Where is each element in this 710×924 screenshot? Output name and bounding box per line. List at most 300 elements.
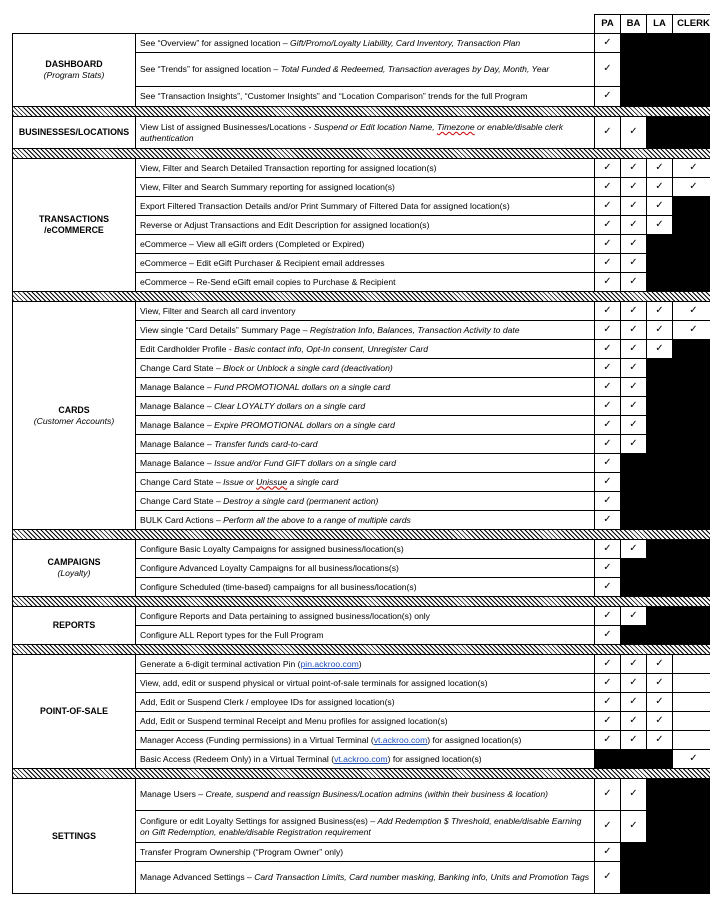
section-separator: [13, 645, 710, 655]
blocked-ba: [621, 34, 647, 53]
category-subtitle: (Customer Accounts): [33, 415, 115, 426]
check-pa: ✓: [595, 416, 621, 435]
permission-description: [136, 655, 595, 674]
blocked-clerk: [673, 416, 710, 435]
blocked-clerk: [673, 811, 710, 843]
permission-description: [136, 235, 595, 254]
blocked-la: [647, 435, 673, 454]
category-name: TRANSACTIONS: [39, 214, 109, 225]
category-cell-reports: [13, 607, 136, 645]
check-pa: ✓: [595, 693, 621, 712]
desc-detail: Suspend or Edit location Name,: [313, 121, 437, 132]
check-la: ✓: [647, 216, 673, 235]
check-ba: ✓: [621, 674, 647, 693]
desc-text: ) for assigned location(s): [387, 753, 482, 764]
check-la: ✓: [647, 693, 673, 712]
desc-text: eCommerce – Edit eGift Purchaser & Recipient email addresses: [140, 257, 385, 268]
check-la: ✓: [647, 178, 673, 197]
check-pa: ✓: [595, 378, 621, 397]
check-pa: ✓: [595, 674, 621, 693]
blocked-clerk: [673, 862, 710, 894]
desc-text: Configure Basic Loyalty Campaigns for assigned business/location(s): [140, 543, 404, 554]
desc-text: View, Filter and Search all card inventory: [140, 305, 296, 316]
blocked-clerk: [673, 779, 710, 811]
blocked-ba: [621, 862, 647, 894]
check-pa: ✓: [595, 321, 621, 340]
hatched-divider: [13, 107, 710, 117]
desc-detail: Unissue: [256, 476, 288, 487]
permission-description: [136, 416, 595, 435]
desc-text: ) for assigned location(s): [427, 734, 522, 745]
permission-description: [136, 359, 595, 378]
category-name: CAMPAIGNS: [47, 557, 101, 568]
desc-detail: Basic contact info, Opt-In consent, Unregister Card: [234, 343, 429, 354]
permission-description: [136, 693, 595, 712]
blocked-clerk: [673, 492, 710, 511]
desc-text: Manage Balance –: [140, 400, 215, 411]
permission-description: [136, 862, 595, 894]
empty-clerk: [673, 693, 710, 712]
blocked-ba: [621, 559, 647, 578]
blocked-la: [647, 454, 673, 473]
blocked-clerk: [673, 511, 710, 530]
blocked-clerk: [673, 340, 710, 359]
check-clerk: ✓: [673, 159, 710, 178]
permission-description: [136, 321, 595, 340]
column-header-ba: BA: [621, 15, 647, 34]
check-pa: ✓: [595, 473, 621, 492]
desc-text: Configure Scheduled (time-based) campaigns for all business/location(s): [140, 581, 417, 592]
permission-description: [136, 87, 595, 107]
desc-detail: Transfer funds card-to-card: [214, 438, 318, 449]
check-pa: ✓: [595, 712, 621, 731]
desc-text: Configure or edit Loyalty Settings for assigned Business(es) –: [140, 815, 378, 826]
permission-description: [136, 712, 595, 731]
check-la: ✓: [647, 340, 673, 359]
column-header-pa: PA: [595, 15, 621, 34]
blocked-clerk: [673, 273, 710, 292]
check-clerk: ✓: [673, 321, 710, 340]
category-cell-businesses: [13, 117, 136, 149]
check-pa: ✓: [595, 273, 621, 292]
blocked-clerk: [673, 473, 710, 492]
blocked-la: [647, 492, 673, 511]
category-name: DASHBOARD: [45, 59, 103, 70]
blocked-la: [647, 273, 673, 292]
blocked-ba: [621, 750, 647, 769]
desc-detail: Create, suspend and reassign Business/Location admins (within their business & location): [205, 789, 548, 800]
blocked-la: [647, 378, 673, 397]
category-cell-pos: [13, 655, 136, 769]
empty-clerk: [673, 655, 710, 674]
blocked-clerk: [673, 540, 710, 559]
desc-text: eCommerce – Re-Send eGift email copies to Purchase & Recipient: [140, 276, 396, 287]
column-header-clerk: CLERK: [673, 15, 710, 34]
desc-text: Edit Cardholder Profile -: [140, 343, 235, 354]
desc-text: View single “Card Details” Summary Page –: [140, 324, 310, 335]
blocked-clerk: [673, 559, 710, 578]
check-pa: ✓: [595, 511, 621, 530]
permission-description: [136, 117, 595, 149]
permissions-matrix: [12, 14, 710, 894]
permission-description: [136, 578, 595, 597]
desc-text: View, Filter and Search Detailed Transaction reporting for assigned location(s): [140, 162, 437, 173]
blocked-la: [647, 87, 673, 107]
permission-description: [136, 779, 595, 811]
desc-detail: Block or Unblock a single card (deactivation): [223, 362, 393, 373]
permission-row: [13, 117, 710, 149]
blocked-clerk: [673, 435, 710, 454]
check-la: ✓: [647, 731, 673, 750]
blocked-la: [647, 53, 673, 87]
blocked-ba: [621, 843, 647, 862]
blocked-ba: [621, 511, 647, 530]
check-la: ✓: [647, 197, 673, 216]
blocked-ba: [621, 53, 647, 87]
blocked-la: [647, 34, 673, 53]
permission-description: [136, 473, 595, 492]
permission-row: [13, 607, 710, 626]
check-pa: ✓: [595, 34, 621, 53]
desc-text: Change Card State –: [140, 362, 224, 373]
blocked-la: [647, 235, 673, 254]
check-ba: ✓: [621, 435, 647, 454]
blocked-clerk: [673, 359, 710, 378]
check-ba: ✓: [621, 235, 647, 254]
permission-description: [136, 843, 595, 862]
desc-text: Change Card State –: [140, 495, 224, 506]
check-pa: ✓: [595, 197, 621, 216]
desc-text: eCommerce – View all eGift orders (Completed or Expired): [140, 238, 365, 249]
permission-description: [136, 626, 595, 645]
check-ba: ✓: [621, 159, 647, 178]
blocked-clerk: [673, 397, 710, 416]
hatched-divider: [13, 149, 710, 159]
permission-description: [136, 34, 595, 53]
blocked-clerk: [673, 117, 710, 149]
check-ba: ✓: [621, 216, 647, 235]
blocked-ba: [621, 492, 647, 511]
permission-description: [136, 302, 595, 321]
category-cell-settings: [13, 779, 136, 894]
permission-description: [136, 674, 595, 693]
check-pa: ✓: [595, 731, 621, 750]
category-cell-campaigns: [13, 540, 136, 597]
blocked-la: [647, 862, 673, 894]
blocked-clerk: [673, 53, 710, 87]
blocked-la: [647, 117, 673, 149]
check-ba: ✓: [621, 779, 647, 811]
check-ba: ✓: [621, 731, 647, 750]
desc-detail: Fund PROMOTIONAL dollars on a single card: [214, 381, 391, 392]
category-name: BUSINESSES/LOCATIONS: [18, 127, 130, 137]
link[interactable]: vt.ackroo.com: [334, 753, 388, 764]
check-ba: ✓: [621, 273, 647, 292]
category-name: CARDS: [58, 404, 90, 415]
permission-description: [136, 454, 595, 473]
blocked-clerk: [673, 626, 710, 645]
category-cell-transactions: [13, 159, 136, 292]
check-pa: ✓: [595, 492, 621, 511]
desc-text: Manage Balance –: [140, 438, 215, 449]
check-ba: ✓: [621, 397, 647, 416]
desc-detail: Issue and/or Fund GIFT dollars on a single card: [214, 457, 397, 468]
check-pa: ✓: [595, 862, 621, 894]
desc-text: See “Transaction Insights”, “Customer Insights” and “Location Comparison” trends for the full Program: [140, 91, 528, 102]
header-blank: [136, 15, 595, 34]
check-ba: ✓: [621, 197, 647, 216]
check-pa: ✓: [595, 53, 621, 87]
empty-clerk: [673, 712, 710, 731]
check-ba: ✓: [621, 359, 647, 378]
blocked-ba: [621, 578, 647, 597]
check-ba: ✓: [621, 254, 647, 273]
permission-description: [136, 254, 595, 273]
hatched-divider: [13, 645, 710, 655]
check-ba: ✓: [621, 416, 647, 435]
blocked-la: [647, 750, 673, 769]
check-ba: ✓: [621, 378, 647, 397]
blocked-la: [647, 843, 673, 862]
blocked-la: [647, 607, 673, 626]
category-subtitle: (Loyalty): [57, 568, 91, 579]
check-la: ✓: [647, 712, 673, 731]
blocked-la: [647, 779, 673, 811]
check-pa: ✓: [595, 607, 621, 626]
permission-description: [136, 178, 595, 197]
blocked-clerk: [673, 197, 710, 216]
desc-text: Configure Reports and Data pertaining to assigned business/location(s) only: [140, 610, 430, 621]
blocked-la: [647, 511, 673, 530]
blocked-clerk: [673, 843, 710, 862]
check-pa: ✓: [595, 159, 621, 178]
desc-detail: a single card: [287, 476, 339, 487]
check-pa: ✓: [595, 397, 621, 416]
category-subtitle: (Program Stats): [43, 70, 105, 81]
permissions-table: [12, 14, 710, 894]
blocked-ba: [621, 454, 647, 473]
blocked-la: [647, 578, 673, 597]
blocked-pa: [595, 750, 621, 769]
blocked-la: [647, 416, 673, 435]
desc-text: Configure ALL Report types for the Full Program: [140, 629, 324, 640]
blocked-clerk: [673, 87, 710, 107]
desc-detail: Add Redemption $ Threshold, enable/disable Earning on Gift Redemption, enable/disable Registration requirement: [140, 815, 582, 837]
check-pa: ✓: [595, 235, 621, 254]
desc-text: View List of assigned Businesses/Locations -: [140, 121, 314, 132]
check-la: ✓: [647, 302, 673, 321]
check-pa: ✓: [595, 216, 621, 235]
desc-text: Export Filtered Transaction Details and/or Print Summary of Filtered Data for assigned location(s): [140, 200, 510, 211]
header-blank: [13, 15, 136, 34]
check-pa: ✓: [595, 117, 621, 149]
desc-text: Manage Balance –: [140, 457, 215, 468]
desc-text: Add, Edit or Suspend Clerk / employee IDs for assigned location(s): [140, 696, 395, 707]
desc-text: Manager Access (Funding permissions) in a Virtual Terminal (: [140, 734, 374, 745]
check-ba: ✓: [621, 712, 647, 731]
check-ba: ✓: [621, 340, 647, 359]
permission-description: [136, 435, 595, 454]
category-name: SETTINGS: [52, 830, 96, 841]
check-pa: ✓: [595, 540, 621, 559]
check-pa: ✓: [595, 626, 621, 645]
blocked-clerk: [673, 34, 710, 53]
permission-description: [136, 216, 595, 235]
desc-detail: Timezone: [436, 121, 475, 132]
check-pa: ✓: [595, 435, 621, 454]
desc-detail: Card Transaction Limits, Card number masking, Banking info, Units and Promotion Tags: [254, 872, 590, 883]
check-ba: ✓: [621, 321, 647, 340]
blocked-la: [647, 626, 673, 645]
check-ba: ✓: [621, 540, 647, 559]
link[interactable]: pin.ackroo.com: [300, 658, 359, 669]
hatched-divider: [13, 597, 710, 607]
desc-text: See “Overview” for assigned location –: [140, 37, 290, 48]
desc-text: View, Filter and Search Summary reporting for assigned location(s): [140, 181, 395, 192]
check-pa: ✓: [595, 578, 621, 597]
permission-description: [136, 811, 595, 843]
permission-row: [13, 779, 710, 811]
check-ba: ✓: [621, 117, 647, 149]
blocked-la: [647, 397, 673, 416]
check-pa: ✓: [595, 302, 621, 321]
category-cell-dashboard: [13, 34, 136, 107]
blocked-la: [647, 359, 673, 378]
check-pa: ✓: [595, 559, 621, 578]
desc-text: Manage Advanced Settings –: [140, 872, 255, 883]
check-pa: ✓: [595, 359, 621, 378]
permission-description: [136, 511, 595, 530]
section-separator: [13, 292, 710, 302]
check-pa: ✓: [595, 87, 621, 107]
section-separator: [13, 597, 710, 607]
category-name: REPORTS: [52, 620, 96, 630]
permission-description: [136, 559, 595, 578]
check-ba: ✓: [621, 693, 647, 712]
blocked-clerk: [673, 235, 710, 254]
blocked-ba: [621, 473, 647, 492]
permission-description: [136, 340, 595, 359]
check-la: ✓: [647, 159, 673, 178]
check-pa: ✓: [595, 655, 621, 674]
desc-detail: Clear LOYALTY dollars on a single card: [214, 400, 366, 411]
desc-detail: Total Funded & Redeemed, Transaction averages by Day, Month, Year: [280, 64, 550, 75]
desc-text: Reverse or Adjust Transactions and Edit Description for assigned location(s): [140, 219, 430, 230]
check-pa: ✓: [595, 843, 621, 862]
permission-description: [136, 378, 595, 397]
check-ba: ✓: [621, 607, 647, 626]
hatched-divider: [13, 530, 710, 540]
section-separator: [13, 149, 710, 159]
permission-description: [136, 273, 595, 292]
blocked-la: [647, 254, 673, 273]
link[interactable]: vt.ackroo.com: [373, 734, 428, 745]
blocked-clerk: [673, 254, 710, 273]
section-separator: [13, 107, 710, 117]
permission-row: [13, 655, 710, 674]
desc-detail: Expire PROMOTIONAL dollars on a single card: [214, 419, 395, 430]
check-ba: ✓: [621, 655, 647, 674]
blocked-clerk: [673, 578, 710, 597]
check-pa: ✓: [595, 254, 621, 273]
blocked-la: [647, 473, 673, 492]
permission-description: [136, 197, 595, 216]
blocked-ba: [621, 626, 647, 645]
desc-text: ): [358, 658, 362, 669]
check-clerk: ✓: [673, 178, 710, 197]
check-pa: ✓: [595, 454, 621, 473]
empty-clerk: [673, 674, 710, 693]
blocked-clerk: [673, 378, 710, 397]
section-separator: [13, 530, 710, 540]
section-separator: [13, 769, 710, 779]
check-pa: ✓: [595, 340, 621, 359]
blocked-clerk: [673, 607, 710, 626]
hatched-divider: [13, 292, 710, 302]
check-ba: ✓: [621, 178, 647, 197]
blocked-clerk: [673, 216, 710, 235]
check-la: ✓: [647, 655, 673, 674]
blocked-la: [647, 811, 673, 843]
check-ba: ✓: [621, 302, 647, 321]
permission-row: [13, 159, 710, 178]
permission-description: [136, 492, 595, 511]
blocked-la: [647, 559, 673, 578]
desc-text: BULK Card Actions –: [140, 514, 224, 525]
desc-detail: Perform all the above to a range of multiple cards: [223, 514, 411, 525]
check-pa: ✓: [595, 178, 621, 197]
desc-text: Manage Users –: [140, 789, 206, 800]
permission-description: [136, 397, 595, 416]
desc-detail: Destroy a single card (permanent action): [223, 495, 379, 506]
desc-detail: or enable/disable clerk authentication: [140, 121, 564, 143]
desc-text: Configure Advanced Loyalty Campaigns for all business/locations(s): [140, 562, 399, 573]
permission-description: [136, 750, 595, 769]
check-pa: ✓: [595, 779, 621, 811]
desc-text: Add, Edit or Suspend terminal Receipt and Menu profiles for assigned location(s): [140, 715, 448, 726]
check-ba: ✓: [621, 811, 647, 843]
desc-text: Basic Access (Redeem Only) in a Virtual Terminal (: [140, 753, 335, 764]
desc-detail: Issue or: [223, 476, 257, 487]
check-la: ✓: [647, 321, 673, 340]
check-clerk: ✓: [673, 302, 710, 321]
desc-detail: Registration Info, Balances, Transaction Activity to date: [309, 324, 520, 335]
desc-text: Change Card State –: [140, 476, 224, 487]
desc-text: Generate a 6-digit terminal activation Pin (: [140, 658, 301, 669]
blocked-clerk: [673, 454, 710, 473]
category-cell-cards: [13, 302, 136, 530]
blocked-ba: [621, 87, 647, 107]
permission-description: [136, 159, 595, 178]
permission-row: [13, 302, 710, 321]
blocked-la: [647, 540, 673, 559]
permission-description: [136, 540, 595, 559]
desc-text: Manage Balance –: [140, 381, 215, 392]
desc-detail: Gift/Promo/Loyalty Liability, Card Inventory, Transaction Plan: [289, 37, 521, 48]
check-pa: ✓: [595, 811, 621, 843]
category-name-line2: /eCOMMERCE: [44, 225, 104, 235]
desc-text: Manage Balance –: [140, 419, 215, 430]
category-name: POINT-OF-SALE: [40, 706, 108, 716]
permission-description: [136, 607, 595, 626]
permission-row: [13, 540, 710, 559]
empty-clerk: [673, 731, 710, 750]
column-header-la: LA: [647, 15, 673, 34]
desc-text: See “Trends” for assigned location –: [140, 64, 281, 75]
check-clerk: ✓: [673, 750, 710, 769]
check-la: ✓: [647, 674, 673, 693]
header-row: [13, 15, 710, 34]
